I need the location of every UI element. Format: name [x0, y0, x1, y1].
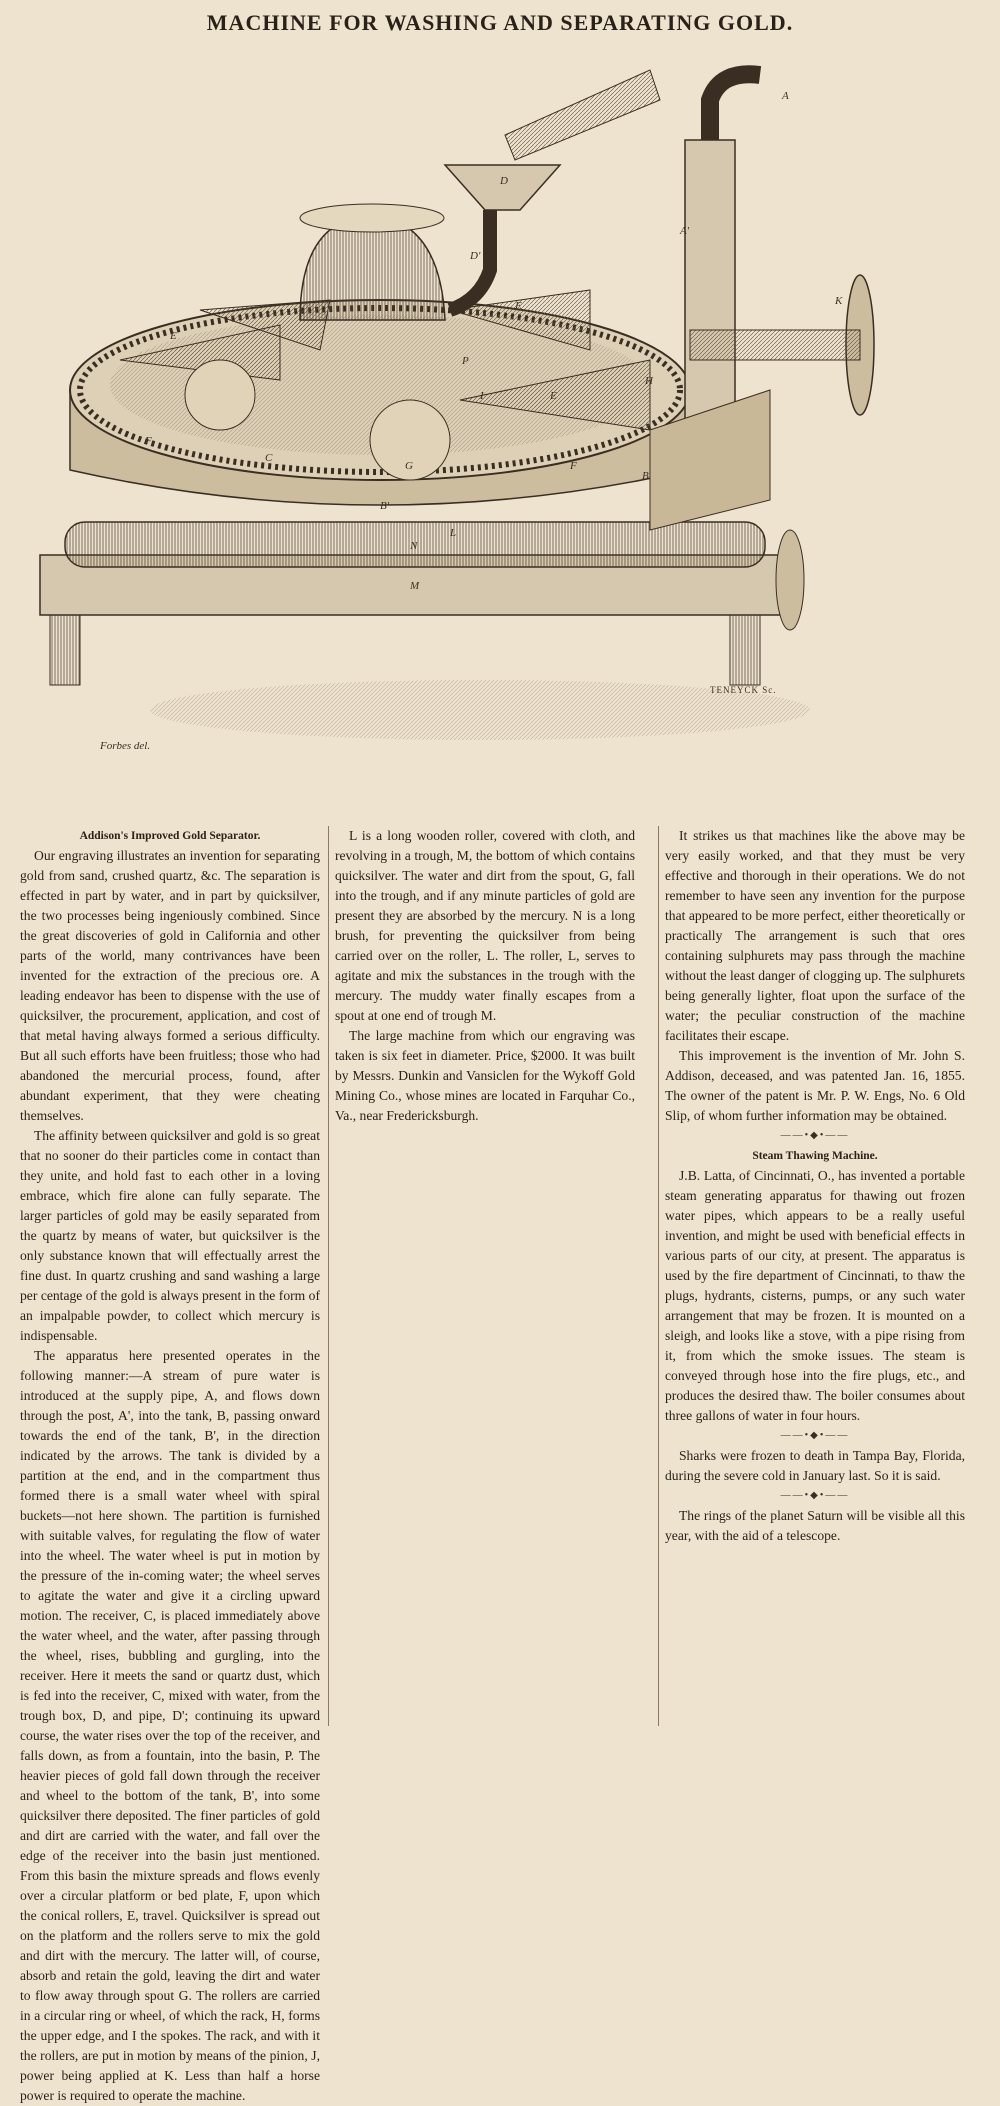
figure-label: E: [515, 300, 522, 312]
figure-label: E: [170, 330, 177, 342]
page-title: MACHINE FOR WASHING AND SEPARATING GOLD.: [206, 10, 794, 35]
saturn-paragraph: The rings of the planet Saturn will be visible all this year, with the aid of a telescope.: [665, 1508, 965, 1543]
figure-label: D': [470, 250, 481, 262]
figure-label: F: [570, 460, 577, 472]
steam-heading: Steam Thawing Machine.: [752, 1150, 878, 1162]
ornament-divider: ——•◆•——: [780, 1490, 850, 1501]
article-paragraph: The apparatus here presented operates in the following manner:—A stream of pure water is introduced at the supply pipe, A, and flows down through the post, A', into the tank, B, passing onward towards the end of the tank, B', in the direction indicated by the arrows. The tank is divided by a partition at the end, and in the compartment thus formed there is a small water wheel with spiral buckets—not here shown. The partition is furnished with suitable valves, for regulating the flow of water into the wheel. The water wheel is put in motion by the pressure of the in-coming water; the wheel serves to agitate the water and give it a circling upward motion. The receiver, C, is placed immediately above the water wheel, and the water, after passing through the wheel, rises, bubbling and gurgling, into the receiver. Here it meets the sand or quartz dust, which is fed into the receiver, C, mixed with water, from the trough box, D, and pipe, D'; continuing its upward course, the water rises over the top of the receiver, and falls down, as from a fountain, into the basin, P. The heavier pieces of gold fall down through the receiver and wheel to the bottom of the tank, B', into some quicksilver there deposited. The finer particles of gold and dirt are carried with the water, and fall over the edge of the receiver into the basin just mentioned. From this basin the mixture spreads and flows evenly over a circular platform or bed plate, F, upon which the conical rollers, E, travel. Quicksilver is spread out on the platform and the rollers serve to mix the gold and dirt with the mercury. The latter will, of course, absorb and retain the gold, leaving the dirt and water to flow away through spout G. The rollers are carried in a circular ring or wheel, of which the rack, H, forms the upper edge, and I the spokes. The rack, and with it the rollers, are put in motion by means of the pinion, J, power being applied at K. Less than half a horse power is required to operate the machine.: [20, 1348, 320, 2103]
figure-label: A: [782, 90, 789, 102]
column-3: [665, 826, 965, 1546]
figure-label: K: [835, 295, 843, 307]
engraver-credit: TENEYCK Sc.: [710, 685, 777, 695]
figure-label: B: [642, 470, 649, 482]
column-1: [20, 826, 320, 2103]
figure-label: L: [450, 527, 457, 539]
figure-label: H: [645, 375, 653, 387]
machine-engraving: [30, 60, 970, 820]
figure-label: A': [680, 225, 690, 237]
article-paragraph: L is a long wooden roller, covered with cloth, and revolving in a trough, M, the bottom of which contains quicksilver. The water and dirt from the spout, G, fall into the trough, and if any minute particles of gold are present they are absorbed by the mercury. N is a long brush, for preventing the quicksilver from being carried over on the roller, L. The roller, L, serves to agitate and mix the substances in the trough with the mercury. The muddy water finally escapes from a spout at one end of trough M.: [335, 828, 635, 1023]
article-paragraph: This improvement is the invention of Mr. John S. Addison, deceased, and was patented Jan. 16, 1855. The owner of the patent is Mr. P. W. Engs, No. 6 Old Slip, of whom further information may be obtained.: [665, 1048, 965, 1123]
article-paragraph: Our engraving illustrates an invention for separating gold from sand, crushed quartz, &c. The separation is effected in part by water, and in part by quicksilver, the two processes being ingeniously combined. Since the great discoveries of gold in California and other parts of the world, many contrivances have been invented for the extraction of the precious ore. A leading endeavor has been to dispense with the use of quicksilver, the procurement, application, and cost of that metal having always formed a serious difficulty. But all such efforts have been fruitless; those who had abandoned the mercurial process, found, after abundant experiment, that they were cheating themselves.: [20, 848, 320, 1123]
figure-label: P: [462, 355, 469, 367]
column-2: [335, 826, 635, 1126]
figure-label: F: [145, 435, 152, 447]
ornament-divider: ——•◆•——: [780, 1430, 850, 1441]
sharks-paragraph: Sharks were frozen to death in Tampa Bay, Florida, during the severe cold in January last. So it is said.: [665, 1448, 965, 1483]
article-paragraph: The affinity between quicksilver and gold is so great that no sooner do their particles come in contact than they unite, and hold fast to each other in a loving embrace, which fire alone can fully separate. The larger particles of gold may be easily separated from the quartz by means of water, but quicksilver is the only substance known that will effectually arrest the fine dust. In quartz crushing and sand washing a large per centage of the gold is always present in the form of an impalpable powder, to collect which mercury is indispensable.: [20, 1128, 320, 1343]
figure-label: B': [380, 500, 390, 512]
figure-label: E: [550, 390, 557, 402]
column-rule: [328, 826, 329, 1726]
article-heading: Addison's Improved Gold Separator.: [79, 830, 261, 842]
column-rule: [658, 826, 659, 1726]
steam-paragraph: J.B. Latta, of Cincinnati, O., has invented a portable steam generating apparatus for thawing out frozen water pipes, which appears to be a really useful invention, and might be used with beneficial effects in various parts of our city, at present. The apparatus is used by the fire department of Cincinnati, to thaw the plugs, hydrants, cisterns, pumps, or any such water arrangement that may be frozen. It is mounted on a sleigh, and looks like a stove, with a pipe rising from it, from which the smoke issues. The steam is conveyed through hose into the fire plugs, etc., and produces the desired thaw. The boiler consumes about three gallons of water in four hours.: [665, 1168, 965, 1423]
figure-label: N: [410, 540, 418, 552]
figure-label: D: [500, 175, 508, 187]
article-paragraph: The large machine from which our engraving was taken is six feet in diameter. Price, $2000. It was built by Messrs. Dunkin and Vansiclen for the Wykoff Gold Mining Co., whose mines are located in Farquhar Co., Va., near Fredericksburgh.: [335, 1028, 635, 1123]
machine-illustration: [30, 60, 970, 820]
artist-signature: Forbes del.: [100, 740, 151, 752]
article-paragraph: It strikes us that machines like the above may be very easily worked, and that they must be very effective and thorough in their operations. We do not remember to have seen any invention for the purpose that appeared to be more perfect, either theoretically or practically The arrangement is such that ores containing sulphurets may pass through the machine without the least danger of clogging up. The sulphurets being generally lighter, float upon the surface of the water; the peculiar construction of the machine facilitates their escape.: [665, 828, 965, 1043]
figure-label: I: [480, 390, 484, 402]
ornament-divider: ——•◆•——: [780, 1130, 850, 1141]
figure-label: C: [265, 452, 273, 464]
figure-label: G: [405, 460, 413, 472]
figure-label: M: [410, 580, 420, 592]
